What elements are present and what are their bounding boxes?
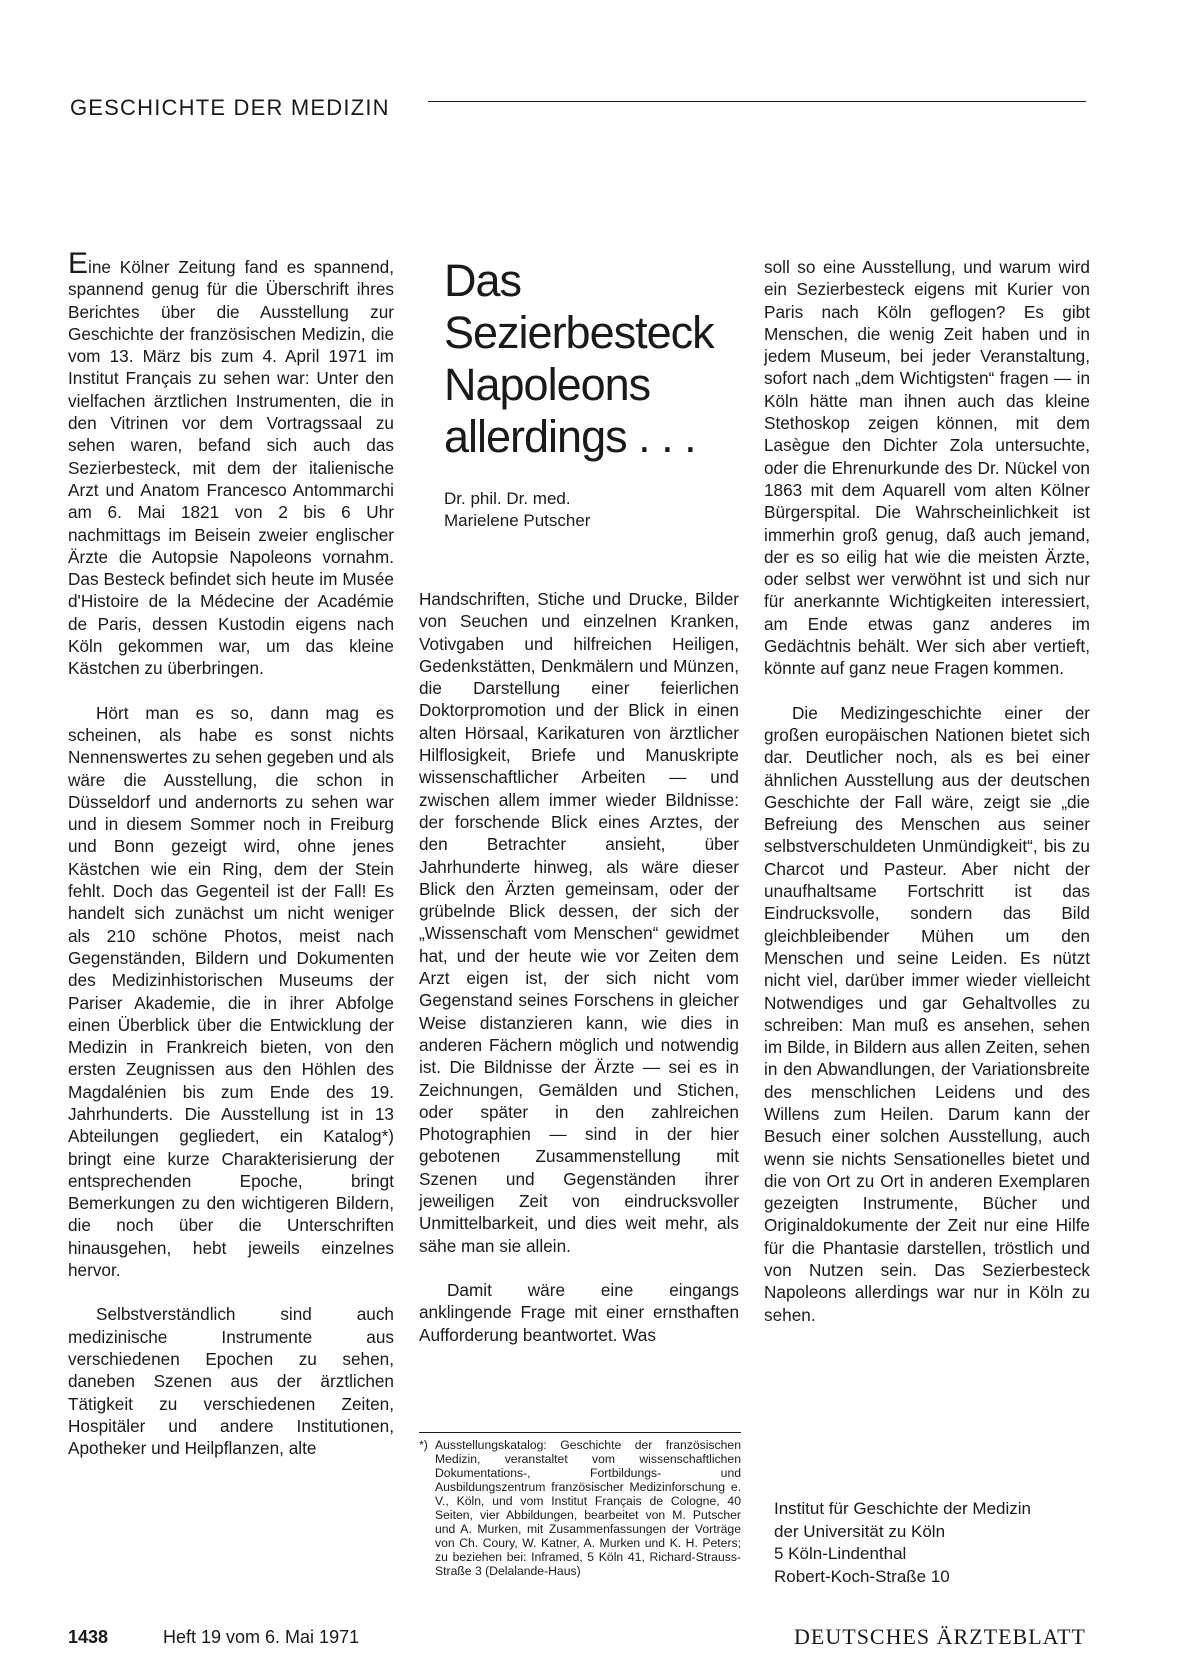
footnote-text: Ausstellungskatalog: Geschichte der französischen Medizin, veranstaltet vom wissenschaftlichen Dokumentations-, Fortbildungs- und Ausbildungszentrum französischer Medizinforschung e. V., Köln, und vom Institut Français de Cologne, 40 Seiten, vier Abbildungen, bearbeitet von M. Putscher und A. Murken, mit Zusammenfassungen der Vorträge von Ch. Coury, W. Katner, A. Murken und K. H. Peters; zu beziehen bei: Inframed, 5 Köln 41, Richard-Strauss-Straße 3 (Delalande-Haus) <box>435 1438 741 1578</box>
footnote <box>419 1432 741 1578</box>
column-middle <box>419 588 739 1346</box>
paragraph-text: ine Kölner Zeitung fand es spannend, spannend genug für die Überschrift ihres Berichtes über die Ausstellung zur Geschichte der französischen Medizin, die vom 13. März bis zum 4. April 1971 im Institut Français zu sehen war: Unter den vielfachen ärztlichen Instrumenten, die in den Vitrinen vor dem Vortragssaal zu sehen waren, befand sich auch das Sezierbesteck, mit dem der italienische Arzt und Anatom Francesco Antommarchi am 6. Mai 1821 von 2 bis 6 Uhr nachmittags im Beisein zweier englischer Ärzte die Autopsie Napoleons vornahm. Das Besteck befindet sich heute im Musée d'Histoire de la Médecine der Académie de Paris, dessen Kustodin eigens nach Köln gekommen war, um das kleine Kästchen zu überbringen. <box>68 257 394 679</box>
header-rule <box>428 101 1086 102</box>
address-line: 5 Köln-Lindenthal <box>774 1544 907 1563</box>
column-right <box>764 256 1090 1326</box>
address-line: Institut für Geschichte der Medizin <box>774 1499 1032 1518</box>
footnote-mark: *) <box>419 1438 428 1452</box>
address-line: der Universität zu Köln <box>774 1521 946 1541</box>
author-name: Marielene Putscher <box>444 511 591 530</box>
paragraph: Hört man es so, dann mag es scheinen, als habe es sonst nichts Nennenswertes zu sehen gegeben und als wäre die Ausstellung, die schon in Düsseldorf und andernorts zu sehen war und in diesem Sommer noch in Freiburg und Bonn gezeigt wird, ohne jenes Kästchen wie ein Ring, dem der Stein fehlt. Doch das Gegenteil ist der Fall! Es handelt sich zunächst um nicht weniger als 210 schöne Photos, meist nach Gegenständen, Bildern und Dokumenten des Medizinhistorischen Museums der Pariser Akademie, die in ihrer Abfolge einen Überblick über die Entwicklung der Medizin in Frankreich bieten, von den ersten Zeugnissen aus den Höhlen des Magdalénien bis zum Ende des 19. Jahrhunderts. Die Ausstellung ist in 13 Abteilungen gegliedert, ein Katalog*) bringt eine kurze Charakterisierung der entsprechenden Epoche, bringt Bemerkungen zu den wichtigeren Bildern, die noch über die Unterschriften hinausgehen, hebt jeweils einzelnes hervor. <box>68 702 394 1281</box>
paragraph: Selbstverständlich sind auch medizinische Instrumente aus verschiedenen Epochen zu sehen, daneben Szenen aus der ärztlichen Tätigkeit zu verschiedenen Zeiten, Hospitäler und andere Institutionen, Apotheker und Heilpflanzen, alte <box>68 1304 394 1459</box>
author-degrees: Dr. phil. Dr. med. <box>444 489 571 508</box>
paragraph: Handschriften, Stiche und Drucke, Bilder von Seuchen und einzelnen Kranken, Votivgaben und hilfreichen Heiligen, Gedenkstätten, Denkmälern und Münzen, die Darstellung einer feierlichen Doktorpromotion und der Blick in einen alten Hörsaal, Karikaturen von ärztlicher Hilflosigkeit, Briefe und Manuskripte wissenschaftlicher Arbeiten — und zwischen allem immer wieder Bildnisse: der forschende Blick eines Arztes, der den Betrachter ansieht, über Jahrhunderte hinweg, als wäre dieser Blick den Ärzten gemeinsam, oder der grübelnde Blick dessen, der sich der „Wissenschaft vom Menschen“ gewidmet hat, und der heute wie vor Zeiten dem Arzt eigen ist, der sich nicht vom Gegenstand seines Forschens in gleicher Weise distanzieren kann, wie dies in anderen Fächern möglich und notwendig ist. Die Bildnisse der Ärzte — sei es in Zeichnungen, Gemälden und Stichen, oder später in den zahlreichen Photographien — sind in der hier gebotenen Zusammenstellung mit Szenen und Gegenständen ihrer jeweiligen Zeit von eindrucksvoller Unmittelbarkeit, und dies weit mehr, als sähe man sie allein. <box>419 589 739 1256</box>
issue-info: Heft 19 vom 6. Mai 1971 <box>163 1627 360 1647</box>
title-line: Sezierbesteck <box>444 307 714 358</box>
paragraph: Die Medizingeschichte einer der großen europäischen Nationen bietet sich dar. Deutlicher noch, als es bei einer ähnlichen Ausstellung aus der deutschen Geschichte der Fall wäre, zeigt sie „die Befreiung des Menschen aus seiner selbstverschuldeten Unmündigkeit“, bis zu Charcot und Pasteur. Aber nicht der unaufhaltsame Fortschritt ist das Eindrucksvolle, sondern das Bild gleichbleibender Mühen um den Menschen und seine Leiden. Es nützt nicht viel, darüber immer wieder vielleicht Notwendiges und gar Gehaltvolles zu schreiben: Man muß es ansehen, sehen im Bilde, in Bildern aus allen Zeiten, sehen in den Abwandlungen, der Variationsbreite des menschlichen Leidens und des Willens zum Heilen. Darum kann der Besuch einer solchen Ausstellung, auch wenn sie nichts Sensationelles bietet und die von Ort zu Ort in anderen Exemplaren gezeigten Instrumente, Bücher und Originaldokumente der Zeit nur eine Hilfe für die Phantasie darstellen, tröstlich und von Nutzen sein. Das Sezierbesteck Napoleons allerdings war nur in Köln zu sehen. <box>764 702 1090 1325</box>
paragraph: soll so eine Ausstellung, und warum wird ein Sezierbesteck eigens mit Kurier von Paris nach Köln geflogen? Es gibt Menschen, die wenig Zeit haben und in jedem Museum, bei jeder Veranstaltung, sofort nach „dem Wichtigsten“ fragen — in Köln hätte man ihnen auch das kleine Stethoskop zeigen können, mit dem Lasègue den Dichter Zola untersuchte, oder die Ehrenurkunde des Dr. Nückel von 1863 mit dem Aquarell vom alten Kölner Bürgerspital. Die Wahrscheinlichkeit ist immerhin groß genug, daß auch jemand, der es so eilig hat wie die meisten Ärzte, oder selbst wer verwöhnt ist und sich nur für anerkannte Wichtigkeiten interessiert, am Ende etwas ganz anderes im Gedächtnis behält. Wer sich aber vertieft, könnte auf ganz neue Fragen kommen. <box>764 257 1090 679</box>
drop-cap: E <box>68 247 89 280</box>
article-title <box>444 255 744 463</box>
page-number: 1438 <box>68 1627 109 1647</box>
title-line: Das <box>444 255 522 306</box>
paragraph: Damit wäre eine eingangs anklingende Frage mit einer ernsthaften Aufforderung beantwortet. Was <box>419 1279 739 1345</box>
section-header: GESCHICHTE DER MEDIZIN <box>70 95 390 120</box>
title-line: Napoleons <box>444 359 651 410</box>
author-address <box>774 1498 1094 1588</box>
journal-name: DEUTSCHES ÄRZTEBLATT <box>794 1624 1086 1649</box>
paragraph <box>68 247 394 680</box>
author-byline <box>444 488 744 532</box>
title-line: allerdings . . . <box>444 411 696 462</box>
column-left <box>68 247 394 1459</box>
address-line: Robert-Koch-Straße 10 <box>774 1566 950 1586</box>
